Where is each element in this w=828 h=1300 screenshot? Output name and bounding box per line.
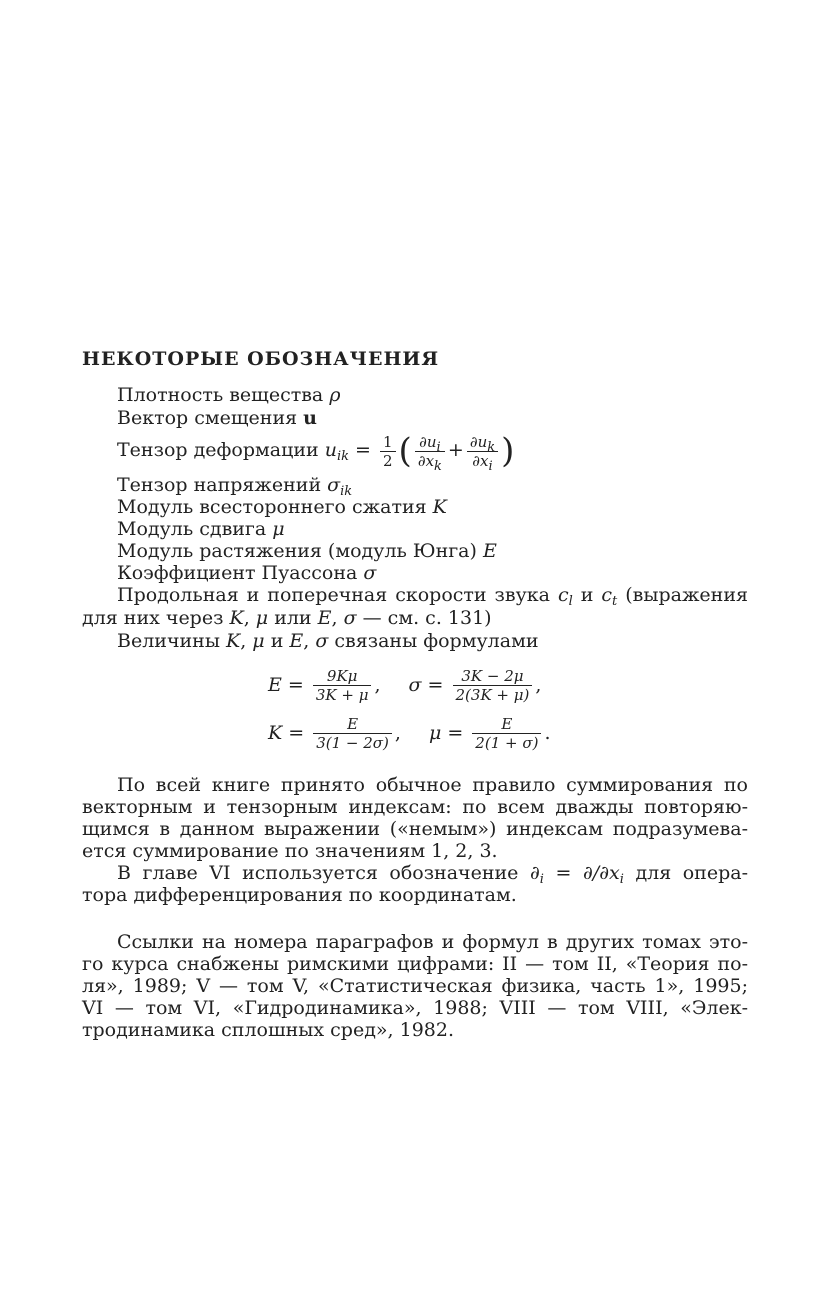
notation-young-modulus: [117, 540, 497, 562]
sound-text: (выражения: [617, 584, 748, 606]
notation-label: Коэффициент Пуассона: [117, 562, 358, 584]
punct: ,: [240, 630, 253, 652]
equals-sign: =: [349, 439, 377, 461]
relations-intro: [117, 630, 539, 652]
notation-label: Модуль всестороннего сжатия: [117, 496, 427, 518]
fraction-denominator: 2(1 + σ): [472, 733, 541, 752]
sound-text: — см. с. 131): [356, 607, 492, 629]
conjunction: и: [264, 630, 290, 652]
cl-symbol: c: [557, 584, 569, 606]
subscript: i: [619, 872, 624, 887]
fraction-numerator: 3K − 2μ: [461, 666, 524, 685]
fraction-denominator: ∂x: [472, 451, 489, 470]
fraction-denominator: 3(1 − 2σ): [313, 733, 392, 752]
notation-label: Модуль растяжения (модуль Юнга): [117, 540, 477, 562]
fraction-numerator: 9Kμ: [326, 666, 358, 685]
fraction-numerator: E: [501, 714, 513, 733]
chapter6-line-2: тора дифференцирования по координатам.: [82, 884, 517, 906]
e-symbol: E: [317, 607, 332, 629]
fraction-mu: [472, 715, 541, 752]
fraction-k: [313, 715, 392, 752]
fraction-sigma: [453, 667, 533, 704]
chapter6-text: В главе VI используется обозначение: [117, 862, 530, 884]
notation-label: Вектор смещения: [117, 407, 298, 429]
sigma-symbol: σ: [408, 674, 422, 696]
half-fraction: [380, 433, 396, 470]
formula-row-1: [268, 663, 541, 707]
chapter6-line-1: [82, 862, 748, 887]
sigma-symbol: σ: [315, 630, 329, 652]
notation-label: Тензор деформации: [117, 439, 319, 461]
notation-label: Плотность вещества: [117, 384, 324, 406]
fraction-denominator: 2(3K + μ): [453, 685, 533, 704]
subscript: k: [487, 439, 496, 455]
density-symbol: ρ: [329, 384, 341, 406]
fraction-denominator: 3K + μ: [313, 685, 372, 704]
fraction-denominator: 2: [380, 451, 396, 470]
k-symbol: K: [226, 630, 241, 652]
sound-text: для них через: [82, 607, 230, 629]
e-symbol: E: [289, 630, 304, 652]
conjunction: и: [572, 584, 602, 606]
subscript: l: [568, 594, 573, 609]
references-line-5: тродинамика сплошных сред», 1982.: [82, 1019, 455, 1041]
mu-symbol: μ: [252, 630, 265, 652]
punct: ,: [243, 607, 256, 629]
fraction-denominator: ∂x: [417, 451, 435, 470]
equals-sign: =: [421, 674, 450, 696]
notation-shear-modulus: [117, 518, 285, 540]
notation-bulk-modulus: [117, 496, 447, 518]
k-symbol: K: [229, 607, 244, 629]
punct: ,: [394, 722, 401, 744]
intro-text: Величины: [117, 630, 226, 652]
summation-line-2: векторным и тензорным индексам: по всем дважды повторяю-: [82, 796, 748, 818]
formula-row-2: [268, 711, 550, 755]
equals-sign: =: [441, 722, 470, 744]
partial-definition: = ∂/∂x: [543, 862, 620, 884]
subscript: i: [436, 439, 441, 455]
fraction-numerator: ∂u: [419, 432, 437, 451]
bulk-symbol: K: [432, 496, 447, 518]
fraction-numerator: ∂u: [469, 432, 488, 451]
fraction-numerator: E: [347, 714, 359, 733]
stress-subscript: ik: [340, 484, 353, 499]
poisson-symbol: σ: [363, 562, 377, 584]
punct: ,: [303, 630, 316, 652]
equals-sign: =: [281, 674, 310, 696]
strain-symbol: u: [324, 439, 337, 461]
derivative-fraction-2: [467, 432, 498, 474]
derivative-fraction-1: [415, 432, 445, 474]
summation-line-4: ется суммирование по значениям 1, 2, 3.: [82, 840, 498, 862]
stress-symbol: σ: [327, 474, 341, 496]
notation-strain: [117, 428, 514, 472]
references-line-1: Ссылки на номера параграфов и формул в других томах это-: [117, 931, 748, 953]
punct: .: [544, 722, 551, 744]
punct: ,: [374, 674, 381, 696]
punct: ,: [331, 607, 344, 629]
sigma-symbol: σ: [343, 607, 357, 629]
notation-label: Тензор напряжений: [117, 474, 322, 496]
fraction-numerator: 1: [383, 432, 393, 451]
mu-symbol: μ: [255, 607, 269, 629]
mu-symbol: μ: [428, 722, 442, 744]
young-symbol: E: [482, 540, 497, 562]
ct-symbol: c: [601, 584, 613, 606]
sound-speed-line-2: [82, 607, 492, 629]
strain-subscript: ik: [336, 449, 349, 464]
plus-sign: +: [447, 439, 464, 461]
left-paren: (: [398, 431, 412, 471]
summation-line-3: щимся в данном выражении («немым») индексам подразумева-: [82, 818, 748, 840]
section-heading: НЕКОТОРЫЕ ОБОЗНАЧЕНИЯ: [82, 348, 440, 370]
notation-stress: [117, 474, 353, 499]
references-line-4: VI — том VI, «Гидродинамика», 1988; VIII — том VIII, «Элек-: [82, 997, 748, 1019]
subscript: t: [612, 594, 618, 609]
references-line-2: го курса снабжены римскими цифрами: II — том II, «Теория по-: [82, 953, 748, 975]
equals-sign: =: [282, 722, 311, 744]
subscript: k: [434, 458, 442, 474]
notation-displacement: [117, 407, 317, 429]
sound-speed-line-1: [82, 584, 748, 609]
displacement-symbol: u: [303, 407, 317, 429]
chapter6-text: для опера-: [623, 862, 748, 884]
subscript: i: [539, 872, 544, 887]
shear-symbol: μ: [272, 518, 285, 540]
punct: ,: [535, 674, 542, 696]
notation-density: [117, 384, 340, 406]
e-symbol: E: [268, 674, 282, 696]
k-symbol: K: [268, 722, 283, 744]
subscript: i: [488, 458, 493, 474]
partial-symbol: ∂: [529, 862, 540, 884]
right-paren: ): [501, 431, 515, 471]
intro-text: связаны формулами: [328, 630, 539, 652]
conjunction: или: [268, 607, 318, 629]
references-line-3: ля», 1989; V — том V, «Статистическая физика, часть 1», 1995;: [82, 975, 748, 997]
fraction-e: [313, 667, 372, 704]
summation-line-1: По всей книге принято обычное правило суммирования по: [117, 774, 748, 796]
notation-poisson: [117, 562, 376, 584]
sound-text: Продольная и поперечная скорости звука: [117, 584, 558, 606]
notation-label: Модуль сдвига: [117, 518, 267, 540]
